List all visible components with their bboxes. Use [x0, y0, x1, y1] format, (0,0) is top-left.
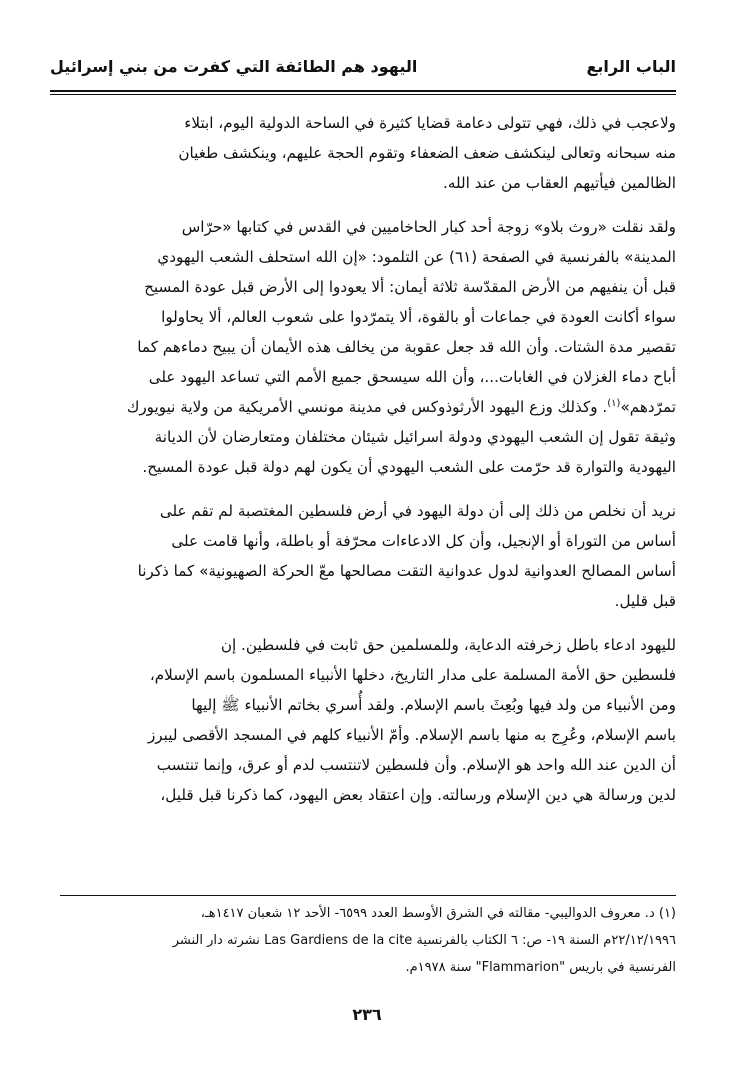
text-line: الظالمين فيأتيهم العقاب من عند الله.	[443, 174, 676, 192]
text-line: سواء أكانت العودة في جماعات أو بالقوة، ألا يتمرّدوا على شعوب العالم، ألا يحاولوا	[161, 308, 676, 326]
footnote-marker: (١)	[607, 397, 621, 409]
text-line: أساس من التوراة أو الإنجيل، وأن كل الادعاءات محرّفة أو باطلة، وأنها قامت على	[171, 532, 676, 550]
text-line: قبل قليل.	[614, 592, 676, 610]
footnotes	[60, 900, 676, 981]
text-line-with-footnote	[74, 392, 676, 422]
text-fragment: تمرّدهم»	[620, 398, 676, 416]
text-line: اليهودية والتوارة قد حرّمت على الشعب اليهودي أن يكون لهم دولة قبل عودة المسيح.	[142, 458, 676, 476]
page-number: ٢٣٦	[352, 1005, 382, 1024]
main-text	[74, 108, 676, 810]
running-header	[50, 44, 676, 88]
chapter-title: اليهود هم الطائفة التي كفرت من بني إسرائيل	[50, 56, 418, 76]
footnote-line: ٢٢/١٢/١٩٩٦م السنة ١٩- ص: ٦ الكتاب بالفرنسية Las Gardiens de la cite نشرته دار النشر	[172, 933, 676, 948]
text-line: ولقد نقلت «روث بلاو» زوجة أحد كبار الحاخاميين في القدس في كتابها «حرّاس	[181, 218, 676, 236]
text-line: لدين ورسالة هي دين الإسلام ورسالته. وإن اعتقاد بعض اليهود، كما ذكرنا قبل قليل،	[160, 786, 676, 804]
header-rule-thin	[50, 94, 676, 95]
text-line: أن الدين عند الله واحد هو الإسلام. وأن فلسطين لاتنتسب لدم أو عرق، وإنما تنتسب	[156, 756, 676, 774]
text-line: وثيقة تقول إن الشعب اليهودي ودولة اسرائيل شيئان مختلفان ومتعارضان لأن الديانة	[154, 428, 676, 446]
paragraph-2	[74, 212, 676, 482]
footnote-line: الفرنسية في باريس "Flammarion" سنة ١٩٧٨م.	[405, 960, 676, 975]
text-line: قبل أن ينفيهم من الأرض المقدّسة ثلاثة أيمان: ألا يعودوا إلى الأرض قبل عودة المسيح	[144, 278, 676, 296]
chapter-label: الباب الرابع	[586, 56, 676, 76]
text-line: تقصير مدة الشتات. وأن الله قد جعل عقوبة من يخالف هذه الأيمان أن يبيح دماءهم كما	[137, 338, 676, 356]
text-line: فلسطين حق الأمة المسلمة على مدار التاريخ، دخلها الأنبياء المسلمون باسم الإسلام،	[149, 666, 676, 684]
footnote-separator	[60, 895, 676, 896]
paragraph-4	[74, 630, 676, 810]
text-line: منه سبحانه وتعالى لينكشف ضعف الضعفاء وتقوم الحجة عليهم، وينكشف طغيان	[178, 144, 676, 162]
text-line: باسم الإسلام، وعُرِج به منها باسم الإسلام. وأمّ الأنبياء كلهم في المسجد الأقصى ليبرز	[147, 726, 676, 744]
text-line: نريد أن نخلص من ذلك إلى أن دولة اليهود في أرض فلسطين المغتصبة لم تقم على	[159, 502, 676, 520]
header-rule	[50, 90, 676, 92]
text-fragment: . وكذلك وزع اليهود الأرثوذوكس في مدينة مونسي الأمريكية من ولاية نيويورك	[126, 398, 608, 416]
text-line: ومن الأنبياء من ولد فيها وبُعِثَ باسم الإسلام. ولقد أُسري بخاتم الأنبياء ﷺ إليها	[191, 696, 676, 714]
text-line: المدينة» بالفرنسية في الصفحة (٦١) عن التلمود: «إن الله استحلف الشعب اليهودي	[157, 248, 676, 266]
text-line: أباح دماء الغزلان في الغابات...، وأن الله سيسحق جميع الأمم التي تساعد اليهود على	[148, 368, 676, 386]
paragraph-1	[74, 108, 676, 198]
text-line: أساس المصالح العدوانية لدول عدوانية التقت مصالحها معّ الحركة الصهيونية» كما ذكرنا	[137, 562, 676, 580]
text-line: لليهود ادعاء باطل زخرفته الدعاية، وللمسلمين حق ثابت في فلسطين. إن	[220, 636, 676, 654]
paragraph-3	[74, 496, 676, 616]
text-line: ولاعجب في ذلك، فهي تتولى دعامة قضايا كثيرة في الساحة الدولية اليوم، ابتلاء	[184, 114, 676, 132]
footnote-line: (١) د. معروف الدواليبي- مقالته في الشرق الأوسط العدد ٦٥٩٩- الأحد ١٢ شعبان ١٤١٧هـ،	[200, 906, 676, 921]
